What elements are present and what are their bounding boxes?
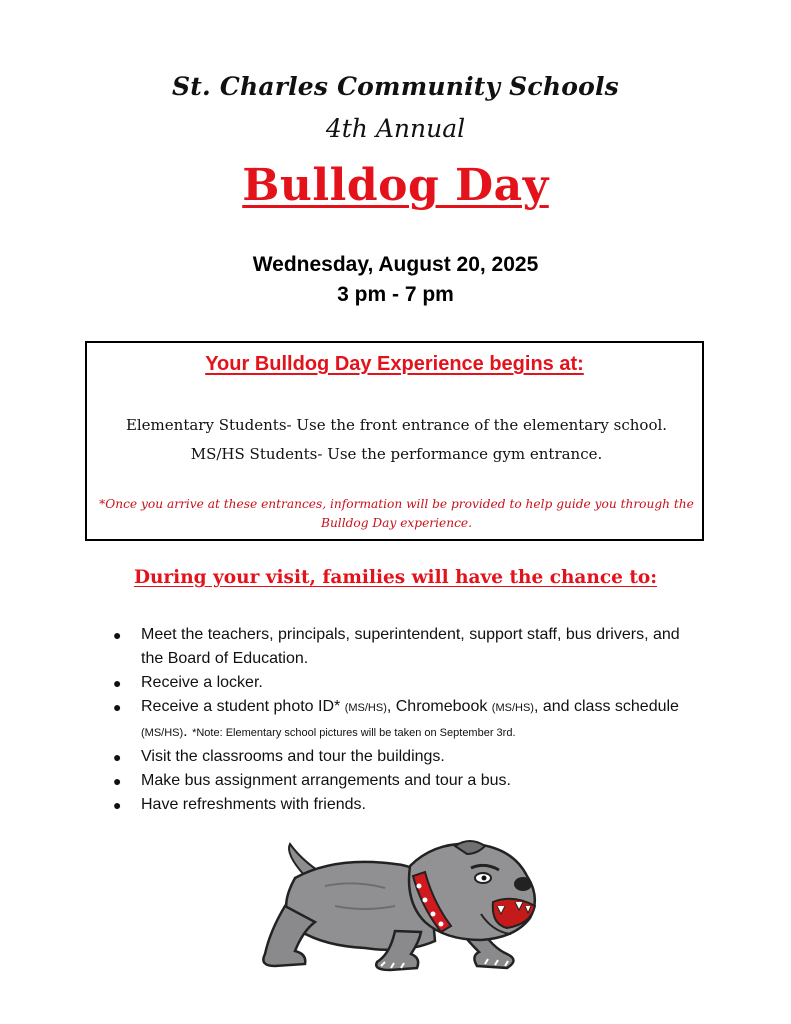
entrance-note: *Once you arrive at these entrances, information will be provided to help guide you through the Bulldog Day experience. [99, 497, 694, 530]
visit-heading: During your visit, families will have the chance to: [133, 567, 658, 588]
activity-list [110, 623, 690, 817]
annual-label: 4th Annual [325, 114, 466, 143]
list-item-text: Visit the classrooms and tour the buildings. [141, 748, 445, 765]
list-item-text: Have refreshments with friends. [141, 796, 366, 813]
bullet-icon: ● [113, 699, 122, 715]
event-time: 3 pm - 7 pm [337, 283, 454, 306]
bullet-icon: ● [113, 675, 122, 691]
list-item-text: Meet the teachers, principals, superintendent, support staff, bus drivers, and the Board of Education. [141, 626, 680, 667]
bullet-icon: ● [113, 773, 122, 789]
list-item-text: , and class schedule [533, 698, 679, 715]
list-item [110, 769, 690, 793]
mshs-entrance-text: MS/HS Students- Use the performance gym entrance. [190, 445, 603, 463]
list-item-text: Receive a student photo ID* [141, 698, 345, 715]
bullet-icon: ● [113, 749, 122, 765]
mshs-tag: (MS/HS) [344, 702, 387, 714]
picture-note: *Note: Elementary school pictures will be taken on September 3rd. [192, 727, 516, 739]
elementary-entrance-text: Elementary Students- Use the front entrance of the elementary school. [125, 416, 668, 434]
list-item [110, 793, 690, 817]
bulldog-mascot-icon [245, 836, 550, 976]
bullet-icon: ● [113, 627, 122, 643]
mshs-tag: (MS/HS) [491, 702, 534, 714]
event-title: Bulldog Day [242, 160, 549, 211]
list-item [110, 623, 690, 671]
list-item-text: . [183, 723, 193, 740]
list-item-text: Receive a locker. [141, 674, 263, 691]
experience-heading: Your Bulldog Day Experience begins at: [205, 353, 584, 375]
list-item-text: , Chromebook [386, 698, 492, 715]
list-item [110, 671, 690, 695]
list-item [110, 695, 690, 745]
school-name: St. Charles Community Schools [172, 72, 619, 101]
list-item-text: Make bus assignment arrangements and tour a bus. [141, 772, 511, 789]
mshs-tag: (MS/HS) [141, 727, 184, 739]
bullet-icon: ● [113, 797, 122, 813]
experience-box [85, 341, 704, 541]
list-item [110, 745, 690, 769]
event-date: Wednesday, August 20, 2025 [252, 253, 539, 276]
